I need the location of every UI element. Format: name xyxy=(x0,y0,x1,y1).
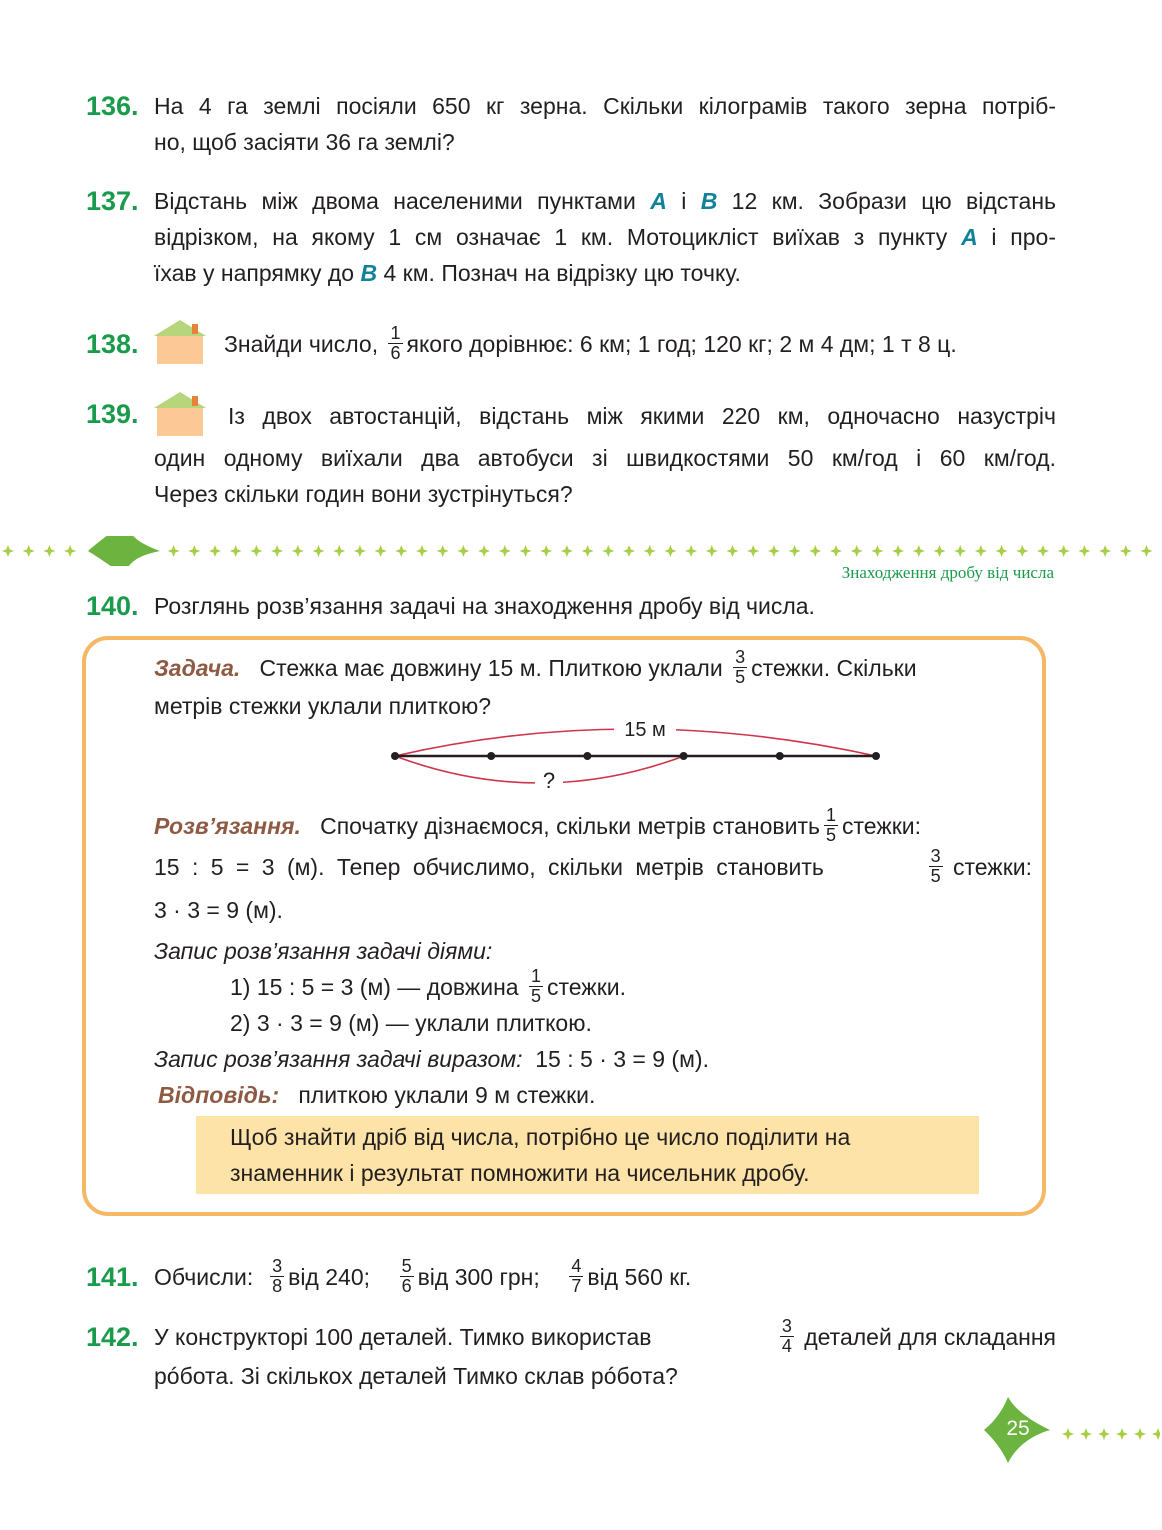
fraction-numerator: 3 xyxy=(781,1316,792,1337)
fraction xyxy=(929,847,943,886)
task-line xyxy=(154,647,1032,689)
problem-number: 136. xyxy=(86,91,139,121)
fraction-numerator: 3 xyxy=(735,647,746,668)
star-icon xyxy=(664,545,676,557)
star-icon xyxy=(1120,545,1132,557)
segment-point xyxy=(872,752,880,760)
star-icon xyxy=(292,545,304,557)
text-fragment: від 240; xyxy=(288,1264,370,1290)
point-b-label: B xyxy=(700,188,718,214)
star-icon xyxy=(685,545,697,557)
star-icon xyxy=(1152,1428,1160,1440)
fraction xyxy=(569,1257,583,1296)
problem-text-line: но, щоб засіяти 36 га землі? xyxy=(154,129,455,155)
fraction-denominator: 8 xyxy=(272,1276,283,1297)
star-icon xyxy=(1141,545,1153,557)
text-fragment: відрізком, на якому 1 см означає 1 км. Мотоцикліст виїхав з пункту xyxy=(154,224,962,250)
text-fragment: 4 км. Познач на відрізку цю точку. xyxy=(377,260,741,286)
actions-title: Запис розв’язання задачі діями: xyxy=(154,938,493,964)
point-a-label: A xyxy=(961,224,978,250)
answer-line xyxy=(158,1077,595,1113)
fraction-numerator: 5 xyxy=(401,1256,412,1277)
star-icon xyxy=(64,545,76,557)
star-icon xyxy=(747,545,759,557)
star-icon xyxy=(416,545,428,557)
star-icon xyxy=(582,545,594,557)
fraction-denominator: 5 xyxy=(735,667,746,688)
star-icon xyxy=(1078,545,1090,557)
problem-140 xyxy=(86,588,1056,624)
problem-text-line xyxy=(154,1316,1056,1358)
star-icon xyxy=(851,545,863,557)
problem-text-line: Розглянь розв’язання задачі на знаходження дробу від числа. xyxy=(154,593,815,619)
problem-text-line: Через скільки годин вони зустрінуться? xyxy=(154,481,573,507)
text-fragment: У конструкторі 100 деталей. Тимко використав xyxy=(154,1324,652,1350)
text-fragment: Відстань між двома населеними пунктами xyxy=(154,188,651,214)
decorative-divider xyxy=(0,536,1162,566)
star-icon xyxy=(395,545,407,557)
leaf-icon xyxy=(88,536,160,566)
star-icon xyxy=(354,545,366,557)
fraction-denominator: 4 xyxy=(781,1336,792,1357)
segment-point xyxy=(487,752,495,760)
expression-title: Запис розв’язання задачі виразом: xyxy=(154,1046,523,1072)
homework-house-icon xyxy=(154,392,206,436)
rule-line: Щоб знайти дріб від числа, потрібно це число поділити на xyxy=(230,1124,851,1150)
star-icon xyxy=(1037,545,1049,557)
solution-line: 3 · 3 = 9 (м). xyxy=(154,897,283,923)
star-icon xyxy=(871,545,883,557)
task-line: метрів стежки уклали плиткою? xyxy=(154,693,491,719)
problem-139 xyxy=(86,396,1056,512)
question-label: ? xyxy=(542,768,556,793)
star-icon xyxy=(437,545,449,557)
fraction xyxy=(388,324,402,363)
point-a-label: A xyxy=(650,188,667,214)
problem-141 xyxy=(86,1256,1056,1298)
point-b-label: B xyxy=(360,260,378,286)
star-icon xyxy=(789,545,801,557)
star-icon xyxy=(333,545,345,557)
star-icon xyxy=(375,545,387,557)
fraction-denominator: 5 xyxy=(826,825,837,846)
fraction xyxy=(824,806,838,845)
star-icon xyxy=(934,545,946,557)
star-icon xyxy=(168,545,180,557)
star-icon xyxy=(768,545,780,557)
segment-point xyxy=(391,752,399,760)
step-1 xyxy=(230,966,626,1008)
problem-number: 139. xyxy=(86,399,139,429)
star-icon xyxy=(188,545,200,557)
segment-point xyxy=(776,752,784,760)
star-icon xyxy=(996,545,1008,557)
fraction-denominator: 6 xyxy=(390,343,401,364)
star-icon xyxy=(1016,545,1028,557)
task-label: Задача. xyxy=(154,655,241,681)
fraction-numerator: 1 xyxy=(530,966,541,987)
fraction-denominator: 6 xyxy=(401,1276,412,1297)
problem-number: 141. xyxy=(86,1262,139,1292)
fraction-numerator: 3 xyxy=(930,846,941,867)
star-icon xyxy=(43,545,55,557)
text-fragment: Спочатку дізнаємося, скільки метрів становить xyxy=(320,813,820,839)
star-icon xyxy=(23,545,35,557)
star-icon xyxy=(540,545,552,557)
star-icon xyxy=(250,545,262,557)
text-fragment: стежки. Скільки xyxy=(751,655,917,681)
expression: 15 : 5 · 3 = 9 (м). xyxy=(535,1046,709,1072)
star-icon xyxy=(1062,1428,1074,1440)
star-icon xyxy=(561,545,573,557)
problem-text-line xyxy=(154,396,1056,440)
fraction xyxy=(733,648,747,687)
fraction-numerator: 1 xyxy=(826,805,837,826)
fraction xyxy=(529,967,543,1006)
star-icon xyxy=(313,545,325,557)
problem-number: 138. xyxy=(86,329,139,359)
problem-136 xyxy=(86,88,1056,160)
problem-138 xyxy=(86,322,1056,368)
star-icon xyxy=(809,545,821,557)
rule-box xyxy=(196,1116,979,1194)
text-fragment: Обчисли: xyxy=(154,1264,254,1290)
section-title: Знаходження дробу від числа xyxy=(841,563,1054,582)
text-fragment: Стежка має довжину 15 м. Плиткою уклали xyxy=(259,655,723,681)
text-fragment: Знайди число, xyxy=(224,331,379,357)
problem-142 xyxy=(86,1316,1056,1394)
text-fragment: від 300 грн; xyxy=(417,1264,540,1290)
homework-house-icon xyxy=(154,320,206,364)
star-icon xyxy=(913,545,925,557)
solution-line xyxy=(154,846,1032,888)
fraction-numerator: 4 xyxy=(571,1256,582,1277)
segment-point xyxy=(583,752,591,760)
star-icon xyxy=(892,545,904,557)
star-icon xyxy=(1116,1428,1128,1440)
star-icon xyxy=(1098,1428,1110,1440)
star-icon xyxy=(830,545,842,557)
problem-text-line xyxy=(154,183,1056,219)
rule-line: знаменник і результат помножити на чисельник дробу. xyxy=(230,1160,810,1186)
star-icon xyxy=(499,545,511,557)
star-icon xyxy=(478,545,490,557)
fraction-numerator: 3 xyxy=(272,1256,283,1277)
star-icon xyxy=(706,545,718,557)
problem-text-line xyxy=(154,255,1056,291)
text-fragment: і про- xyxy=(977,224,1056,250)
solution-label: Розв’язання. xyxy=(154,813,301,839)
solution-line xyxy=(154,805,1032,847)
problem-text-line: На 4 га землі посіяли 650 кг зерна. Скільки кілограмів такого зерна потріб- xyxy=(154,93,1056,119)
text-fragment: і xyxy=(666,188,701,214)
text-fragment: деталей для складання xyxy=(804,1324,1056,1350)
star-icon xyxy=(2,545,14,557)
answer-label: Відповідь: xyxy=(158,1082,280,1108)
star-icon xyxy=(230,545,242,557)
star-icon xyxy=(727,545,739,557)
star-icon xyxy=(975,545,987,557)
problem-number: 140. xyxy=(86,591,139,621)
segment-point xyxy=(680,752,688,760)
text-fragment: стежки: xyxy=(842,813,922,839)
expression-line xyxy=(154,1041,709,1077)
total-length-label: 15 м xyxy=(624,719,666,741)
text-fragment: 1) 15 : 5 = 3 (м) — довжина xyxy=(230,974,519,1000)
problem-137 xyxy=(86,183,1056,291)
fraction xyxy=(400,1257,414,1296)
star-icon xyxy=(1058,545,1070,557)
star-icon xyxy=(520,545,532,557)
text-fragment: 15 : 5 = 3 (м). Тепер обчислимо, скільки метрів становить xyxy=(154,854,824,880)
star-icon xyxy=(644,545,656,557)
problem-number: 142. xyxy=(86,1322,139,1352)
text-fragment: їхав у напрямку до xyxy=(154,260,361,286)
answer-text: плиткою уклали 9 м стежки. xyxy=(298,1082,596,1108)
star-icon xyxy=(457,545,469,557)
star-icon xyxy=(209,545,221,557)
star-icon xyxy=(623,545,635,557)
star-icon xyxy=(602,545,614,557)
star-icon xyxy=(1080,1428,1092,1440)
problem-text-line: один одному виїхали два автобуси зі швидкостями 50 км/год і 60 км/год. xyxy=(154,445,1056,471)
star-icon xyxy=(954,545,966,557)
fraction-numerator: 1 xyxy=(390,323,401,344)
star-icon xyxy=(271,545,283,557)
problem-text-line xyxy=(154,219,1056,255)
text-fragment: якого дорівнює: 6 км; 1 год; 120 кг; 2 м 4 дм; 1 т 8 ц. xyxy=(406,331,957,357)
star-icon xyxy=(1134,1428,1146,1440)
star-icon xyxy=(1099,545,1111,557)
text-fragment: від 560 кг. xyxy=(587,1264,692,1290)
page-number: 25 xyxy=(1006,1417,1030,1440)
problem-text-line: рóбота. Зі скількох деталей Тимко склав рóбота? xyxy=(154,1363,678,1390)
fraction-denominator: 5 xyxy=(930,866,941,887)
fraction-denominator: 7 xyxy=(571,1276,582,1297)
text-fragment: Із двох автостанцій, відстань між якими 220 км, одночасно назустріч xyxy=(228,403,1056,430)
text-fragment: стежки: xyxy=(953,854,1032,880)
fraction xyxy=(270,1257,284,1296)
fraction-denominator: 5 xyxy=(530,986,541,1007)
step-2: 2) 3 · 3 = 9 (м) — уклали плиткою. xyxy=(230,1010,592,1036)
fraction xyxy=(780,1317,794,1356)
text-fragment: 12 км. Зобрази цю відстань xyxy=(717,188,1056,214)
problem-number: 137. xyxy=(86,186,139,216)
segment-diagram xyxy=(380,712,900,794)
text-fragment: стежки. xyxy=(547,974,626,1000)
